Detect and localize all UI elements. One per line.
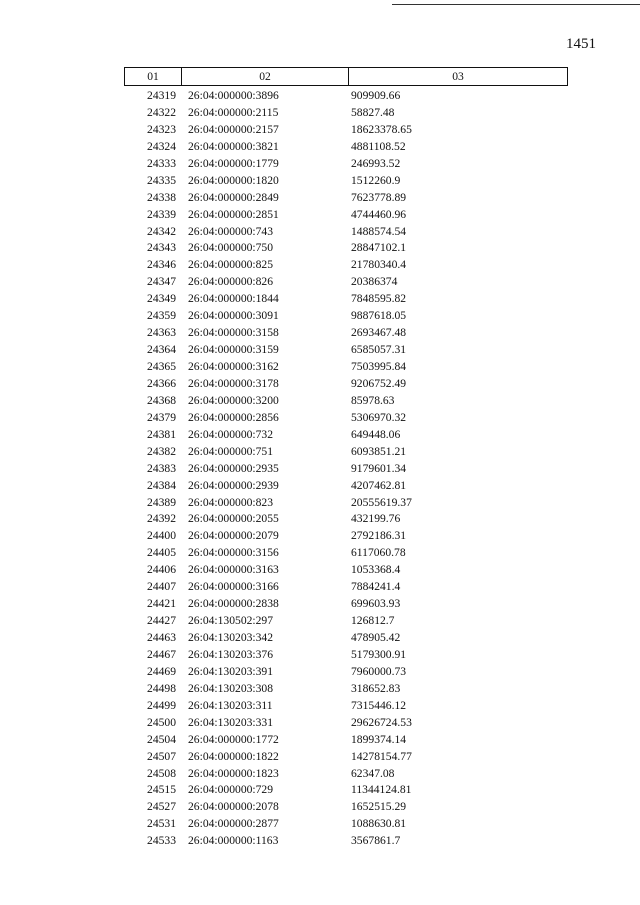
row-id-cell: 24365 (147, 360, 176, 373)
value-cell: 18623378.65 (351, 122, 412, 136)
value-cell: 246993.52 (351, 156, 401, 170)
table-row (124, 749, 568, 766)
cadastral-number-cell: 26:04:000000:2115 (188, 105, 279, 119)
cadastral-number-cell: 26:04:000000:1844 (188, 292, 279, 306)
row-id-cell: 24400 (147, 529, 176, 543)
table-row (124, 613, 568, 630)
row-id-cell: 24405 (147, 546, 176, 560)
row-id-cell: 24381 (147, 427, 176, 441)
cadastral-number-cell: 26:04:000000:2856 (188, 410, 279, 424)
table-row (124, 511, 568, 528)
table-row (124, 240, 568, 257)
cadastral-number-cell: 26:04:000000:2939 (188, 478, 279, 492)
table-row (124, 799, 568, 816)
table-row (124, 732, 568, 749)
row-id-cell: 24508 (147, 766, 176, 780)
value-cell: 4881108.52 (351, 139, 406, 153)
row-id-cell: 24343 (147, 241, 176, 255)
row-id-cell: 24467 (147, 647, 176, 661)
value-cell: 11344124.81 (351, 783, 412, 797)
row-id-cell: 24463 (147, 631, 176, 644)
table-row (124, 410, 568, 427)
cadastral-number-cell: 26:04:000000:3166 (188, 580, 279, 594)
row-id-cell: 24392 (147, 512, 176, 526)
row-id-cell: 24533 (147, 834, 176, 848)
value-cell: 7884241.4 (351, 580, 401, 594)
table-row (124, 478, 568, 495)
row-id-cell: 24359 (147, 309, 176, 323)
value-cell: 699603.93 (351, 597, 401, 611)
table-row (124, 698, 568, 715)
top-rule (392, 4, 640, 5)
cadastral-number-cell: 26:04:000000:826 (188, 275, 274, 289)
row-id-cell: 24347 (147, 275, 176, 289)
row-id-cell: 24324 (147, 139, 176, 153)
cadastral-number-cell: 26:04:130203:311 (188, 698, 273, 712)
table-row (124, 630, 568, 647)
table-row (124, 664, 568, 681)
cadastral-number-cell: 26:04:000000:3200 (188, 393, 279, 407)
cadastral-number-cell: 26:04:000000:729 (188, 783, 274, 797)
cadastral-number-cell: 26:04:130203:342 (188, 631, 274, 644)
row-id-cell: 24531 (147, 817, 176, 831)
table-row (124, 393, 568, 410)
table-row (124, 376, 568, 393)
row-id-cell: 24499 (147, 698, 176, 712)
row-id-cell: 24421 (147, 597, 176, 611)
row-id-cell: 24338 (147, 190, 176, 204)
value-cell: 318652.83 (351, 681, 401, 695)
table-row (124, 647, 568, 664)
cadastral-number-cell: 26:04:130203:308 (188, 681, 274, 695)
row-id-cell: 24349 (147, 292, 176, 306)
value-cell: 6117060.78 (351, 546, 406, 560)
cadastral-number-cell: 26:04:000000:2838 (188, 597, 279, 611)
cadastral-number-cell: 26:04:000000:732 (188, 427, 274, 441)
table-row (124, 444, 568, 461)
value-cell: 649448.06 (351, 427, 401, 441)
table-row (124, 681, 568, 698)
row-id-cell: 24469 (147, 664, 176, 678)
table-row (124, 528, 568, 545)
table-row (124, 579, 568, 596)
cadastral-number-cell: 26:04:000000:823 (188, 495, 274, 509)
value-cell: 6093851.21 (351, 444, 407, 458)
table-row (124, 342, 568, 359)
table-row (124, 308, 568, 325)
column-header-01: 01 (125, 68, 182, 85)
cadastral-number-cell: 26:04:000000:2055 (188, 512, 279, 526)
value-cell: 7503995.84 (351, 360, 407, 373)
cadastral-number-cell: 26:04:000000:3821 (188, 139, 279, 153)
value-cell: 21780340.4 (351, 258, 407, 272)
table-row (124, 495, 568, 512)
cadastral-number-cell: 26:04:000000:2078 (188, 800, 279, 814)
cadastral-number-cell: 26:04:000000:2877 (188, 817, 279, 831)
row-id-cell: 24333 (147, 156, 176, 170)
cadastral-number-cell: 26:04:000000:1163 (188, 834, 279, 848)
row-id-cell: 24368 (147, 393, 176, 407)
value-cell: 1488574.54 (351, 224, 407, 238)
row-id-cell: 24507 (147, 749, 176, 763)
value-cell: 4744460.96 (351, 207, 407, 221)
table-row (124, 274, 568, 291)
value-cell: 58827.48 (351, 105, 395, 119)
row-id-cell: 24322 (147, 105, 176, 119)
value-cell: 5179300.91 (351, 647, 407, 661)
cadastral-number-cell: 26:04:000000:750 (188, 241, 274, 255)
row-id-cell: 24364 (147, 343, 176, 357)
value-cell: 126812.7 (351, 614, 395, 628)
table-row (124, 173, 568, 190)
cadastral-number-cell: 26:04:130203:331 (188, 715, 274, 729)
value-cell: 1899374.14 (351, 732, 407, 746)
cadastral-number-cell: 26:04:000000:2157 (188, 122, 279, 136)
table-row (124, 257, 568, 274)
row-id-cell: 24427 (147, 614, 176, 628)
cadastral-number-cell: 26:04:000000:3163 (188, 563, 279, 577)
page-number: 1451 (566, 36, 596, 52)
table-row (124, 139, 568, 156)
row-id-cell: 24527 (147, 800, 176, 814)
value-cell: 28847102.1 (351, 241, 407, 255)
cadastral-number-cell: 26:04:000000:1820 (188, 173, 279, 187)
table-row (124, 325, 568, 342)
value-cell: 20555619.37 (351, 495, 412, 509)
table-row (124, 207, 568, 224)
value-cell: 6585057.31 (351, 343, 407, 357)
table-row (124, 766, 568, 783)
value-cell: 1053368.4 (351, 563, 401, 577)
row-id-cell: 24319 (147, 89, 176, 102)
row-id-cell: 24515 (147, 783, 176, 797)
row-id-cell: 24346 (147, 258, 176, 272)
cadastral-number-cell: 26:04:130203:376 (188, 647, 274, 661)
cadastral-number-cell: 26:04:000000:743 (188, 224, 274, 238)
column-header-02: 02 (182, 68, 349, 85)
table-body (124, 86, 568, 850)
row-id-cell: 24323 (147, 122, 176, 136)
row-id-cell: 24406 (147, 563, 176, 577)
value-cell: 9887618.05 (351, 309, 407, 323)
cadastral-number-cell: 26:04:130502:297 (188, 614, 274, 628)
cadastral-number-cell: 26:04:130203:391 (188, 664, 274, 678)
table-row (124, 545, 568, 562)
value-cell: 20386374 (351, 275, 398, 289)
table-row (124, 359, 568, 376)
cadastral-number-cell: 26:04:000000:1772 (188, 732, 279, 746)
value-cell: 9179601.34 (351, 461, 407, 475)
value-cell: 3567861.7 (351, 834, 401, 848)
row-id-cell: 24383 (147, 461, 176, 475)
value-cell: 1088630.81 (351, 817, 407, 831)
row-id-cell: 24342 (147, 224, 176, 238)
table-header (124, 67, 568, 86)
value-cell: 2792186.31 (351, 529, 407, 543)
row-id-cell: 24366 (147, 376, 176, 390)
row-id-cell: 24382 (147, 444, 176, 458)
value-cell: 62347.08 (351, 766, 395, 780)
table-row (124, 596, 568, 613)
cadastral-number-cell: 26:04:000000:1779 (188, 156, 279, 170)
value-cell: 1512260.9 (351, 173, 401, 187)
value-cell: 432199.76 (351, 512, 401, 526)
cadastral-number-cell: 26:04:000000:2851 (188, 207, 279, 221)
column-header-03: 03 (452, 70, 464, 83)
value-cell: 1652515.29 (351, 800, 407, 814)
value-cell: 909909.66 (351, 89, 401, 102)
value-cell: 29626724.53 (351, 715, 412, 729)
cadastral-number-cell: 26:04:000000:3159 (188, 343, 279, 357)
row-id-cell: 24335 (147, 173, 176, 187)
cadastral-number-cell: 26:04:000000:3162 (188, 360, 279, 373)
table-row (124, 88, 568, 105)
table-row (124, 816, 568, 833)
table-row (124, 427, 568, 444)
table-row (124, 190, 568, 207)
cadastral-number-cell: 26:04:000000:3158 (188, 326, 279, 340)
table-row (124, 715, 568, 732)
table-row (124, 291, 568, 308)
table-row (124, 156, 568, 173)
table-row (124, 833, 568, 850)
row-id-cell: 24384 (147, 478, 176, 492)
cadastral-number-cell: 26:04:000000:751 (188, 444, 274, 458)
table-row (124, 105, 568, 122)
value-cell: 14278154.77 (351, 749, 412, 763)
data-table (124, 67, 568, 850)
table-row (124, 224, 568, 241)
value-cell: 5306970.32 (351, 410, 407, 424)
cadastral-number-cell: 26:04:000000:1823 (188, 766, 279, 780)
row-id-cell: 24389 (147, 495, 176, 509)
value-cell: 7848595.82 (351, 292, 407, 306)
row-id-cell: 24504 (147, 732, 176, 746)
table-row (124, 461, 568, 478)
value-cell: 9206752.49 (351, 376, 407, 390)
cadastral-number-cell: 26:04:000000:2849 (188, 190, 279, 204)
table-row (124, 782, 568, 799)
cadastral-number-cell: 26:04:000000:825 (188, 258, 274, 272)
value-cell: 478905.42 (351, 631, 401, 644)
row-id-cell: 24363 (147, 326, 176, 340)
value-cell: 85978.63 (351, 393, 395, 407)
row-id-cell: 24500 (147, 715, 176, 729)
cadastral-number-cell: 26:04:000000:2935 (188, 461, 279, 475)
row-id-cell: 24379 (147, 410, 176, 424)
value-cell: 7623778.89 (351, 190, 407, 204)
cadastral-number-cell: 26:04:000000:1822 (188, 749, 279, 763)
row-id-cell: 24339 (147, 207, 176, 221)
row-id-cell: 24407 (147, 580, 176, 594)
cadastral-number-cell: 26:04:000000:3091 (188, 309, 279, 323)
value-cell: 2693467.48 (351, 326, 407, 340)
table-row (124, 562, 568, 579)
value-cell: 4207462.81 (351, 478, 407, 492)
cadastral-number-cell: 26:04:000000:3156 (188, 546, 279, 560)
table-row (124, 122, 568, 139)
cadastral-number-cell: 26:04:000000:3178 (188, 376, 279, 390)
value-cell: 7315446.12 (351, 698, 407, 712)
value-cell: 7960000.73 (351, 664, 407, 678)
row-id-cell: 24498 (147, 681, 176, 695)
cadastral-number-cell: 26:04:000000:3896 (188, 89, 279, 102)
cadastral-number-cell: 26:04:000000:2079 (188, 529, 279, 543)
